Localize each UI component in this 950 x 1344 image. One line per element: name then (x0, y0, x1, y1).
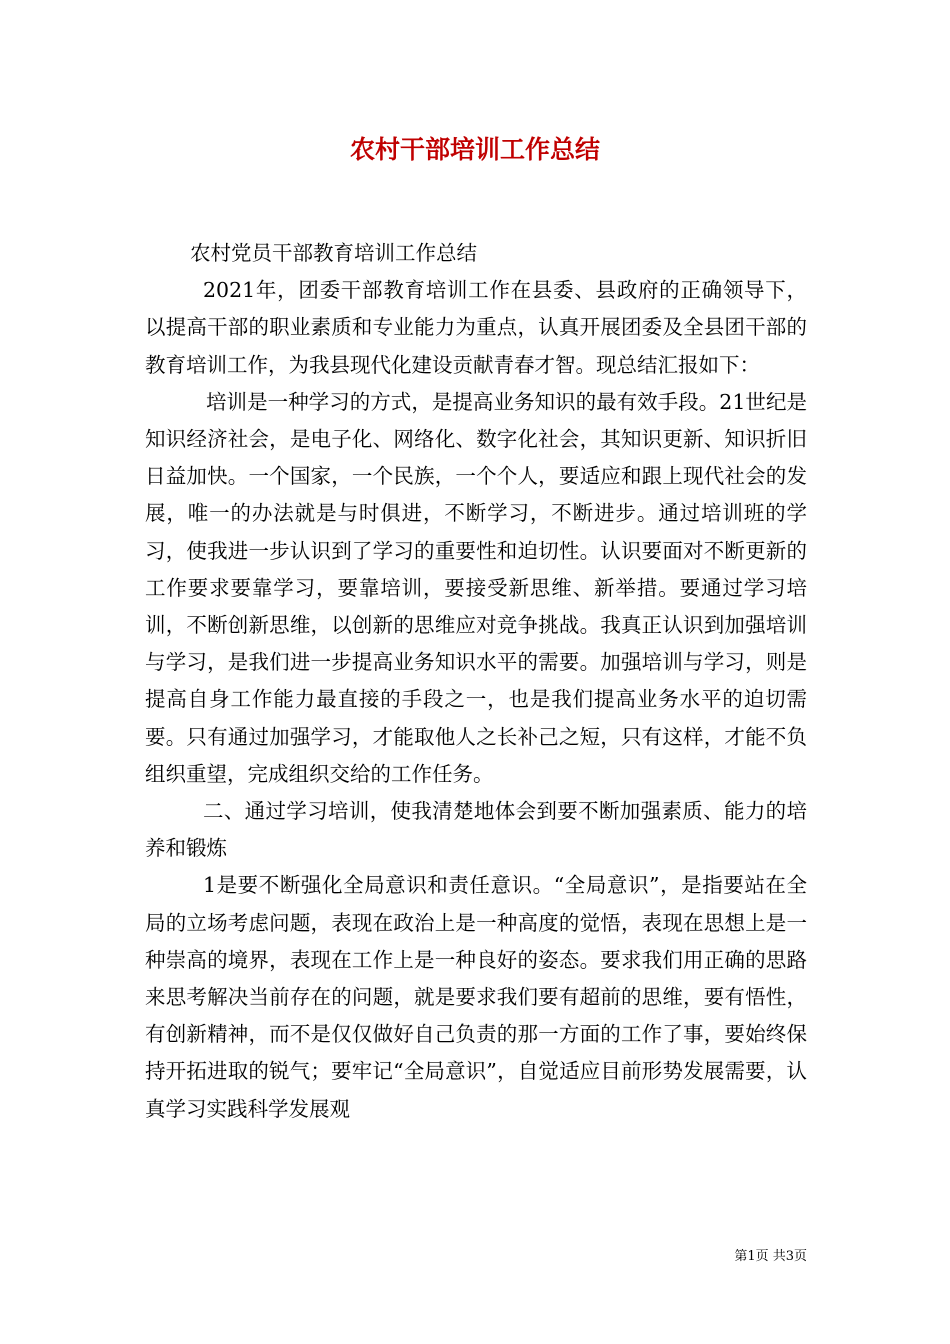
paragraph-section-two-heading: 二、通过学习培训，使我清楚地体会到要不断加强素质、能力的培养和锻炼 (145, 799, 807, 861)
paragraph-training: 培训是一种学习的方式，是提高业务知识的最有效手段。21世纪是知识经济社会，是电子化、网络化、数字化社会，其知识更新、知识折旧日益加快。一个国家，一个民族，一个个人，要适应和跟上现代社会的发展，唯一的办法就是与时俱进，不断学习，不断进步。通过培训班的学习，使我进一步认识到了学习的重要性和迫切性。认识要面对不断更新的工作要求要靠学习，要靠培训，要接受新思维、新举措。要通过学习培训，不断创新思维，以创新的思维应对竞争挑战。我真正认识到加强培训与学习，是我们进一步提高业务知识水平的需要。加强培训与学习，则是提高自身工作能力最直接的手段之一，也是我们提高业务水平的迫切需要。只有通过加强学习，才能取他人之长补己之短，只有这样，才能不负组织重望，完成组织交给的工作任务。 (145, 389, 807, 786)
document-title: 农村干部培训工作总结 (349, 135, 600, 164)
paragraph-point-one: 1是要不断强化全局意识和责任意识。“全局意识”，是指要站在全局的立场考虑问题，表现在政治上是一种高度的觉悟，表现在思想上是一种崇高的境界，表现在工作上是一种良好的姿态。要求我们用正确的思路来思考解决当前存在的问题，就是要求我们要有超前的思维，要有悟性，有创新精神，而不是仅仅做好自己负责的那一方面的工作了事，要始终保持开拓进取的锐气；要牢记“全局意识”，自觉适应目前形势发展需要，认真学习实践科学发展观 (145, 873, 807, 1121)
paragraph-subtitle: 农村党员干部教育培训工作总结 (190, 241, 477, 265)
page-number: 第1页 共3页 (734, 1249, 807, 1264)
paragraph-intro: 2021年，团委干部教育培训工作在县委、县政府的正确领导下，以提高干部的职业素质和专业能力为重点，认真开展团委及全县团干部的教育培训工作，为我县现代化建设贡献青春才智。现总结汇报如下： (145, 278, 807, 377)
document-body (145, 235, 807, 1128)
